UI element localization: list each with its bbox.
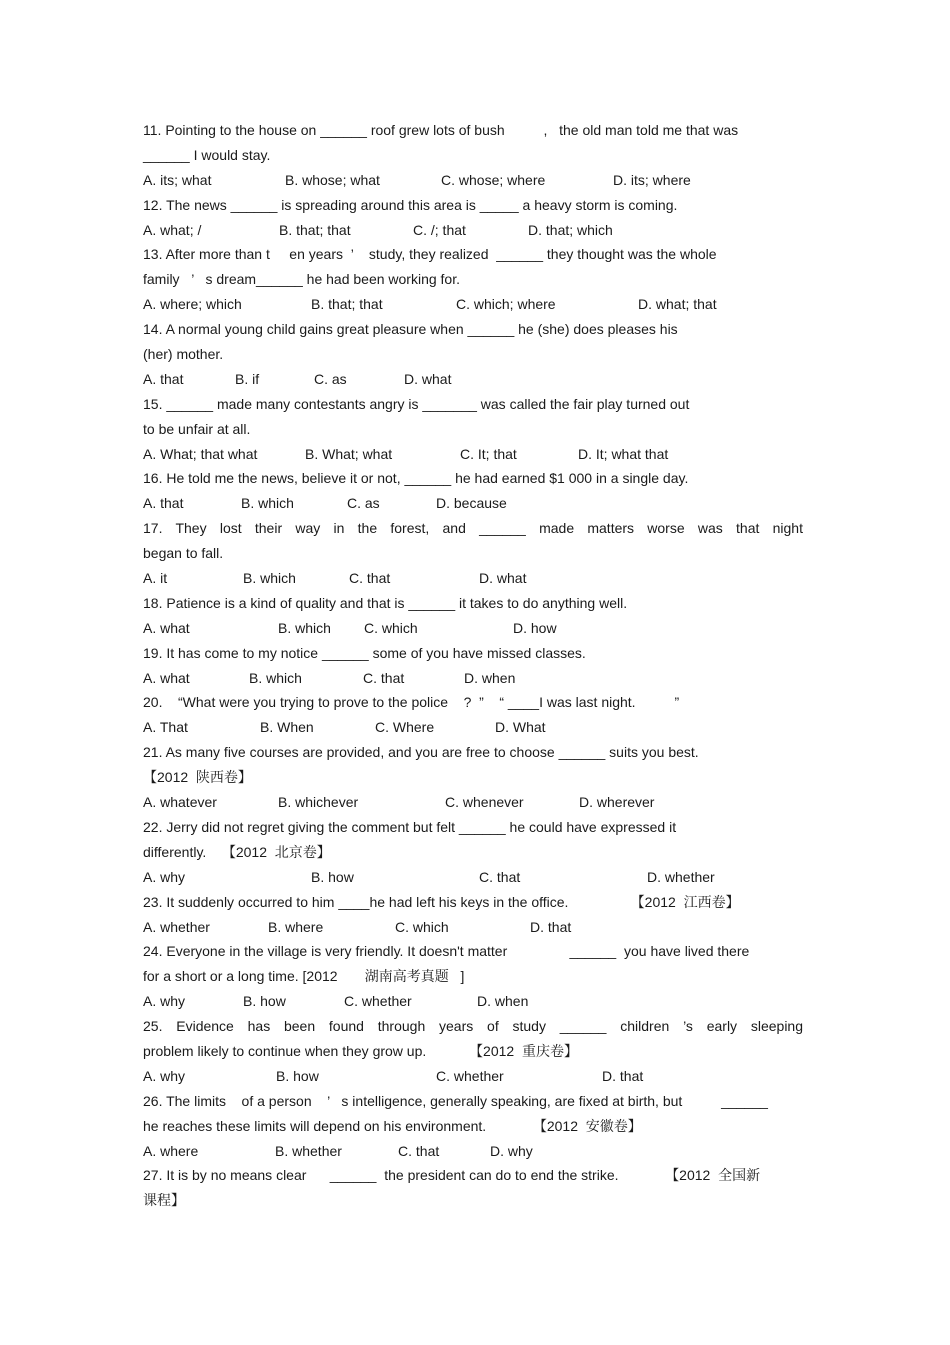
option-d: D. that [530, 918, 572, 935]
option-d: D. what [404, 370, 452, 387]
option-d: D. because [436, 495, 507, 512]
option-a: A. where [143, 1142, 199, 1159]
question-stem: 18. Patience is a kind of quality and that is ______ it takes to do anything well. [143, 594, 628, 611]
options-row [143, 367, 803, 392]
question-13 [143, 242, 803, 317]
option-b: B. that; that [311, 296, 383, 313]
option-c: C. as [314, 370, 347, 387]
option-a: A. What; that what [143, 445, 258, 462]
question-stem: 22. Jerry did not regret giving the comment but felt ______ he could have expressed it [143, 818, 677, 835]
question-stem: 13. After more than t en years ’ study, they realized ______ they thought was the whole [143, 246, 717, 263]
option-d: D. wherever [579, 794, 655, 811]
option-b: B. that; that [279, 221, 351, 238]
options-row [143, 566, 803, 591]
question-stem: 17. They lost their way in the forest, and ______ made matters worse was that night [143, 520, 803, 537]
question-source: 课程】 [143, 1192, 185, 1209]
question-18 [143, 591, 803, 641]
option-c: C. which; where [456, 296, 556, 313]
option-a: A. its; what [143, 171, 212, 188]
option-d: D. why [490, 1142, 533, 1159]
question-list [143, 118, 803, 1213]
option-b: B. if [235, 370, 260, 387]
option-d: D. that; which [528, 221, 613, 238]
question-22 [143, 815, 803, 890]
option-a: A. whether [143, 918, 210, 935]
question-12 [143, 193, 803, 243]
option-d: D. It; what that [578, 445, 669, 462]
question-stem: ______ I would stay. [143, 146, 271, 163]
question-stem: 25. Evidence has been found through years of study ______ children ’s early sleeping [143, 1018, 803, 1035]
question-stem: (her) mother. [143, 346, 224, 363]
option-c: C. It; that [460, 445, 517, 462]
options-row [143, 1139, 803, 1164]
option-a: A. what [143, 669, 190, 686]
option-d: D. what; that [638, 296, 717, 313]
option-c: C. which [395, 918, 449, 935]
question-stem: problem likely to continue when they grow up. 【2012 重庆卷】 [143, 1042, 578, 1059]
options-row [143, 616, 803, 641]
option-b: B. When [260, 719, 314, 736]
option-d: D. when [477, 993, 529, 1010]
question-stem: began to fall. [143, 545, 224, 562]
option-d: D. whether [647, 868, 715, 885]
question-stem: 11. Pointing to the house on ______ roof grew lots of bush , the old man told me that was [143, 122, 739, 138]
question-11 [143, 118, 803, 193]
question-17 [143, 516, 803, 591]
options-row [143, 865, 803, 890]
question-19 [143, 641, 803, 691]
option-a: A. what; / [143, 221, 202, 238]
option-a: A. it [143, 570, 168, 587]
option-a: A. why [143, 1067, 186, 1084]
option-a: A. that [143, 495, 184, 512]
option-d: D. when [464, 669, 516, 686]
option-a: A. where; which [143, 296, 242, 313]
question-stem: he reaches these limits will depend on his environment. 【2012 安徽卷】 [143, 1117, 642, 1134]
option-c: C. /; that [413, 221, 466, 238]
question-stem: 16. He told me the news, believe it or not, ______ he had earned $1 000 in a single day. [143, 470, 689, 487]
option-a: A. that [143, 370, 184, 387]
option-b: B. how [243, 993, 286, 1010]
option-c: C. whenever [445, 794, 524, 811]
options-row [143, 915, 803, 940]
question-26 [143, 1089, 803, 1164]
options-row [143, 790, 803, 815]
question-24 [143, 939, 803, 1014]
option-c: C. that [363, 669, 405, 686]
question-stem: 21. As many five courses are provided, and you are free to choose ______ suits you best. [143, 744, 699, 761]
option-d: D. What [495, 719, 546, 736]
question-15 [143, 392, 803, 467]
options-row [143, 292, 803, 317]
question-source: 【2012 陕西卷】 [143, 769, 252, 786]
question-stem: 15. ______ made many contestants angry is _______ was called the fair play turned out [143, 395, 690, 412]
question-stem: 26. The limits of a person ’ s intelligence, generally speaking, are fixed at birth, but ______ [143, 1092, 768, 1109]
option-b: B. where [268, 918, 324, 935]
options-row [143, 442, 803, 467]
option-c: C. whether [436, 1067, 504, 1084]
options-row [143, 989, 803, 1014]
options-row [143, 218, 803, 243]
option-d: D. that [602, 1067, 644, 1084]
question-14 [143, 317, 803, 392]
question-stem: 24. Everyone in the village is very friendly. It doesn't matter ______ you have lived there [143, 943, 750, 960]
question-stem: family ’ s dream______ he had been working for. [143, 271, 460, 288]
option-c: C. that [349, 570, 391, 587]
option-d: D. its; where [613, 171, 691, 188]
question-16 [143, 466, 803, 516]
options-row [143, 715, 803, 740]
option-b: B. how [276, 1067, 319, 1084]
question-stem: for a short or a long time. [2012 湖南高考真题 ] [143, 968, 465, 985]
question-stem: 27. It is by no means clear ______ the president can do to end the strike. 【2012 全国新 [143, 1167, 761, 1184]
option-c: C. Where [375, 719, 435, 736]
option-b: B. how [311, 868, 354, 885]
option-c: C. whether [344, 993, 412, 1010]
option-b: B. which [241, 495, 294, 512]
options-row [143, 666, 803, 691]
options-row [143, 168, 803, 193]
option-b: B. What; what [305, 445, 393, 462]
option-d: D. what [479, 570, 527, 587]
option-c: C. that [479, 868, 521, 885]
question-23 [143, 890, 803, 940]
question-20 [143, 690, 803, 740]
question-27 [143, 1163, 803, 1213]
question-stem: to be unfair at all. [143, 420, 251, 437]
options-row [143, 1064, 803, 1089]
option-b: B. whether [275, 1142, 342, 1159]
option-a: A. That [143, 719, 188, 736]
option-b: B. whose; what [285, 171, 380, 188]
option-a: A. whatever [143, 794, 217, 811]
option-c: C. that [398, 1142, 440, 1159]
options-row [143, 491, 803, 516]
question-stem: 19. It has come to my notice ______ some of you have missed classes. [143, 644, 586, 661]
option-d: D. how [513, 619, 557, 636]
question-stem: differently. 【2012 北京卷】 [143, 843, 331, 860]
option-c: C. whose; where [441, 171, 546, 188]
question-stem: 14. A normal young child gains great pleasure when ______ he (she) does pleases his [143, 321, 678, 338]
question-stem: 20. “What were you trying to prove to the police ? ” “ ____I was last night. ” [143, 694, 680, 711]
option-c: C. which [364, 619, 418, 636]
option-a: A. what [143, 619, 190, 636]
option-a: A. why [143, 993, 186, 1010]
question-stem: 23. It suddenly occurred to him ____he had left his keys in the office. 【2012 江西卷】 [143, 893, 740, 910]
option-b: B. which [278, 619, 331, 636]
option-a: A. why [143, 868, 186, 885]
option-b: B. which [243, 570, 296, 587]
option-b: B. which [249, 669, 302, 686]
question-25 [143, 1014, 803, 1089]
option-b: B. whichever [278, 794, 359, 811]
option-c: C. as [347, 495, 380, 512]
question-21 [143, 740, 803, 815]
question-stem: 12. The news ______ is spreading around this area is _____ a heavy storm is coming. [143, 196, 678, 213]
